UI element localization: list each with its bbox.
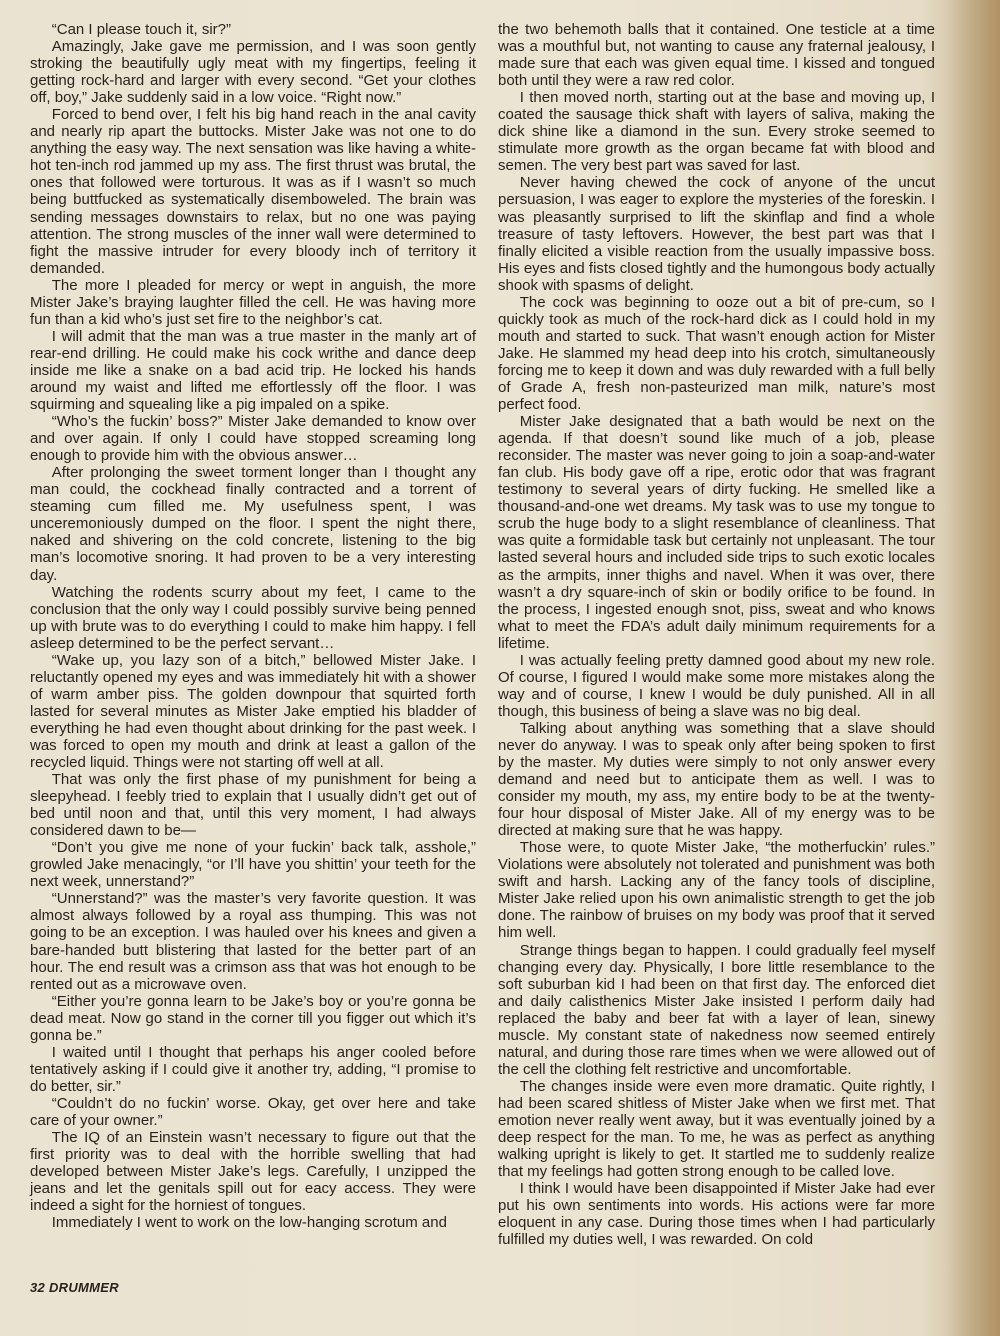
paragraph: “Unnerstand?” was the master’s very favorite question. It was almost always followed by a royal ass thumping. This was not going to be an exception. I was hauled over his knees and given a bare-handed butt blistering that lasted for the better part of an hour. The end result was a crimson ass that was hot enough to be rented out as a microwave oven.	[30, 890, 476, 993]
paragraph: “Either you’re gonna learn to be Jake’s boy or you’re gonna be dead meat. Now go stand in the corner till you figger out which it’s gonna be.”	[30, 992, 476, 1044]
paragraph: “Wake up, you lazy son of a bitch,” bellowed Mister Jake. I reluctantly opened my eyes and was immediately hit with a shower of warm amber piss. The golden downpour that squirted forth lasted for several minutes as Mister Jake emptied his bladder of everything he had even thought about drinking for the past week. I was forced to open my mouth and drink at least a gallon of the recycled liquid. Things were not starting off well at all.	[30, 651, 476, 772]
paragraph: Strange things began to happen. I could gradually feel myself changing every day. Physically, I bore little resemblance to the soft suburban kid I had been on that first day. The enforced diet and daily calisthenics Mister Jake insisted I perform daily had replaced the baby and beer fat with a layer of lean, sinewy muscle. My constant state of nakedness now seemed entirely natural, and during those rare times when we were allowed out of the cell the clothing felt restrictive and uncomfortable.	[498, 941, 935, 1078]
left-column	[30, 21, 476, 1231]
paragraph: Watching the rodents scurry about my feet, I came to the conclusion that the only way I could possibly survive being penned up with brute was to do everything I could to make him happy. I fell asleep determined to be the perfect servant…	[30, 583, 476, 652]
paragraph: I waited until I thought that perhaps his anger cooled before tentatively asking if I could give it another try, adding, “I promise to do better, sir.”	[30, 1043, 476, 1095]
paragraph: I was actually feeling pretty damned good about my new role. Of course, I figured I would make some more mistakes along the way and of course, I knew I would be duly punished. All in all though, this business of being a slave was no big deal.	[498, 651, 935, 720]
paragraph: The IQ of an Einstein wasn’t necessary to figure out that the first priority was to deal with the horrible swelling that had developed between Mister Jake’s legs. Carefully, I unzipped the jeans and let the genitals spill out for eacy access. They were indeed a sight for the horniest of tongues.	[30, 1129, 476, 1215]
right-column	[498, 21, 935, 1248]
paragraph: “Who’s the fuckin’ boss?” Mister Jake demanded to know over and over again. If only I could have stopped screaming long enough to provide him with the obvious answer…	[30, 413, 476, 465]
paragraph: “Can I please touch it, sir?”	[51, 21, 231, 38]
paragraph: That was only the first phase of my punishment for being a sleepyhead. I feebly tried to explain that I usually didn’t get out of bed until noon and that, until this very moment, I had always considered dawn to be—	[30, 771, 476, 840]
page-curl-edge	[945, 0, 1000, 1336]
paragraph: Forced to bend over, I felt his big hand reach in the anal cavity and nearly rip apart the buttocks. Mister Jake was not one to do anything the easy way. The next sensation was like having a white-hot ten-inch rod jammed up my ass. The first thrust was brutal, the ones that followed were torturous. It was as if I wasn’t so much being buttfucked as systematically disemboweled. The brain was sending messages downstairs to relax, but no one was paying attention. The strong muscles of the inner wall were determined to fight the massive intruder for every bloody inch of territory it demanded.	[30, 106, 476, 277]
paragraph: The more I pleaded for mercy or wept in anguish, the more Mister Jake’s braying laughter filled the cell. He was having more fun than a kid who’s just set fire to the neighbor’s cat.	[30, 276, 476, 328]
magazine-name: DRUMMER	[48, 1280, 119, 1295]
paragraph: Amazingly, Jake gave me permission, and I was soon gently stroking the beautifully ugly meat with my fingertips, feeling it getting rock-hard and larger with every second. “Get your clothes off, boy,” Jake suddenly said in a low voice. “Right now.”	[30, 38, 476, 107]
page-number: 32	[30, 1280, 46, 1295]
paragraph: After prolonging the sweet torment longer than I thought any man could, the cockhead finally contracted and a torrent of steaming cum filled me. My usefulness spent, I was unceremoniously dumped on the floor. I spent the night there, naked and shivering on the cold concrete, listening to the big man’s locomotive snoring. It had proven to be a very interesting day.	[30, 464, 476, 584]
page-footer	[30, 1280, 119, 1295]
paragraph: the two behemoth balls that it contained. One testicle at a time was a mouthful but, not wanting to cause any fraternal jealousy, I made sure that each was given equal time. I kissed and tongued both until they were a raw red color.	[498, 21, 935, 90]
paragraph: Immediately I went to work on the low-hanging scrotum and	[51, 1214, 447, 1232]
paragraph: The changes inside were even more dramatic. Quite rightly, I had been scared shitless of Mister Jake when we first met. That emotion never really went away, but it was eventually joined by a deep respect for the man. To me, he was as perfect as anything walking upright is likely to get. It startled me to suddenly realize that my feelings had gotten strong enough to be called love.	[498, 1077, 935, 1181]
paragraph: The cock was beginning to ooze out a bit of pre-cum, so I quickly took as much of the rock-hard dick as I could hold in my mouth and started to suck. That wasn’t enough action for Mister Jake. He slammed my head deep into his crotch, simultaneously forcing me to keep it down and was duly rewarded with a full belly of Grade A, fresh non-pasteurized man milk, nature’s most perfect food.	[498, 293, 935, 414]
paragraph: Those were, to quote Mister Jake, “the motherfuckin’ rules.” Violations were absolutely not tolerated and punishment was both swift and harsh. Lacking any of the fancy tools of discipline, Mister Jake relied upon his own animalistic strength to get the job done. The rainbow of bruises on my body was proof that it served him well.	[498, 839, 935, 942]
paragraph: “Don’t you give me none of your fuckin’ back talk, asshole,” growled Jake menacingly, “or I’ll have you shittin’ your teeth for the next week, unnerstand?”	[30, 839, 476, 891]
paragraph: I then moved north, starting out at the base and moving up, I coated the sausage thick shaft with layers of saliva, making the dick shine like a diamond in the sun. Every stroke seemed to stimulate more growth as the organ became fat with blood and semen. The very best part was saved for last.	[498, 89, 935, 175]
paragraph: Mister Jake designated that a bath would be next on the agenda. If that doesn’t sound like much of a job, please reconsider. The master was never going to join a soap-and-water fan club. His body gave off a ripe, erotic odor that was fragrant testimony to several years of dirty fucking. He smelled like a thousand-and-one wet dreams. My task was to use my tongue to scrub the huge body to a slight resemblance of cleanliness. That was quite a formidable task but certainly not unpleasant. The tour lasted several hours and included side trips to such exotic locales as the armpits, inner thighs and navel. When it was over, there wasn’t a dry square-inch of skin or bodily orifice to be found. In the process, I ingested enough snot, piss, sweat and who knows what to meet the FDA’s adult daily minimum requirements for a lifetime.	[498, 413, 935, 652]
paragraph: I think I would have been disappointed if Mister Jake had ever put his own sentiments into words. His actions were far more eloquent in any case. During those times when I had particularly fulfilled my duties well, I was rewarded. On cold	[498, 1180, 935, 1249]
paragraph: I will admit that the man was a true master in the manly art of rear-end drilling. He could make his cock writhe and dance deep inside me like a snake on a bad acid trip. He locked his hands around my waist and lifted me effortlessly off the floor. I was squirming and squealing like a pig impaled on a spike.	[30, 327, 476, 414]
paragraph: Talking about anything was something that a slave should never do anyway. I was to speak only after being spoken to first by the master. My duties were simply to not only answer every demand and need but to anticipate them as well. I was to consider my mouth, my ass, my entire body to be at the twenty-four hour disposal of Mister Jake. All of my energy was to be directed at making sure that he was happy.	[498, 719, 935, 840]
paragraph: “Couldn’t do no fuckin’ worse. Okay, get over here and take care of your owner.”	[30, 1094, 476, 1129]
paragraph: Never having chewed the cock of anyone of the uncut persuasion, I was eager to explore the mysteries of the foreskin. I was pleasantly surprised to lift the skinflap and find a whole treasure of tasty leftovers. However, the best part was that I finally elicited a visible reaction from the usually impassive boss. His eyes and fists closed tightly and the humongous body actually shook with spasms of delight.	[498, 174, 935, 294]
